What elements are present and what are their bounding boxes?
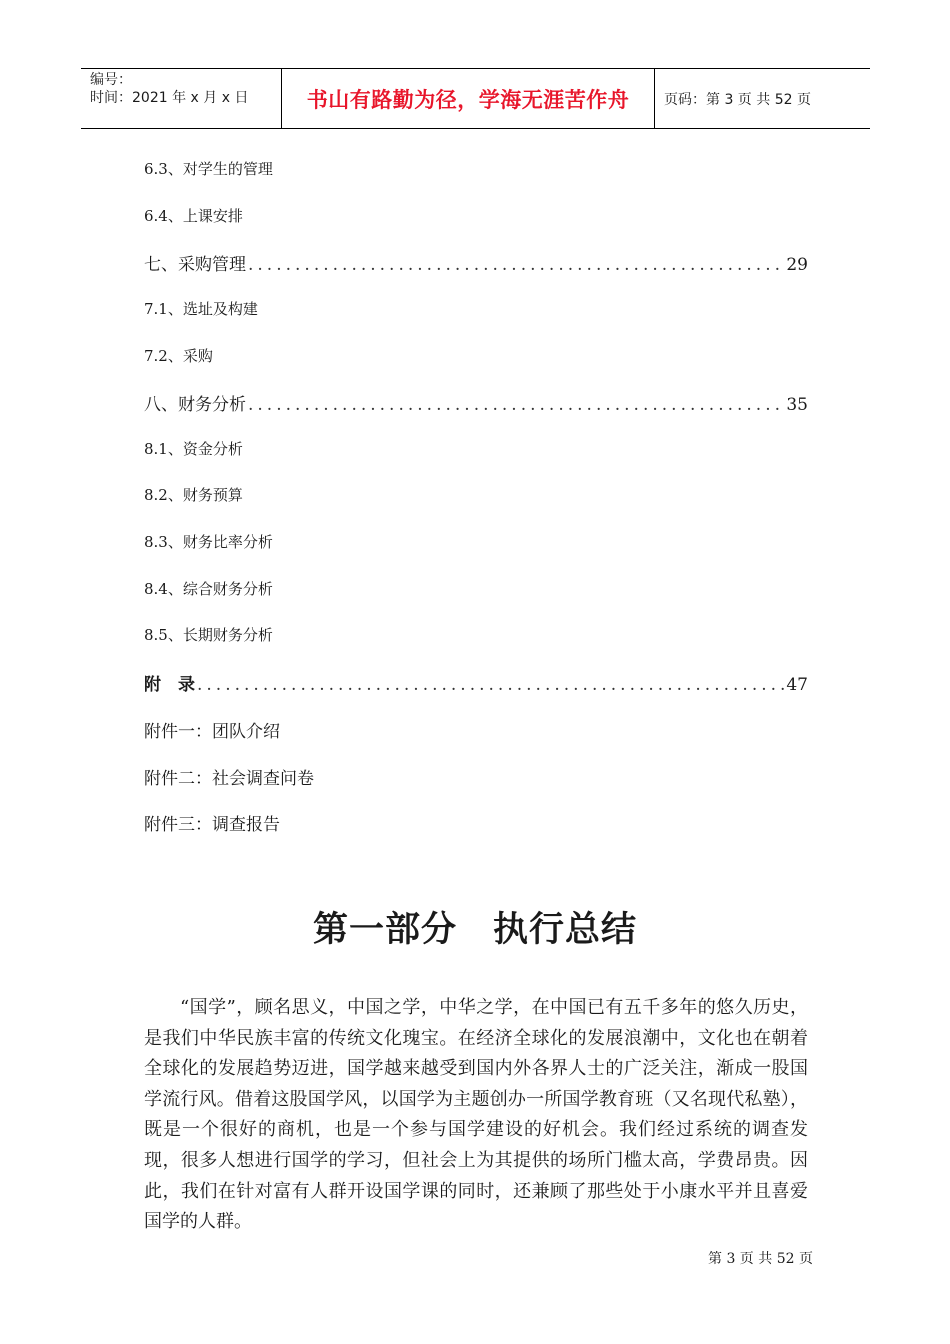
- header-meta: [81, 69, 282, 128]
- toc-item[interactable]: 6.4、上课安排: [144, 207, 243, 225]
- toc-appendix[interactable]: [144, 670, 808, 695]
- toc-item[interactable]: 8.2、财务预算: [144, 486, 243, 504]
- header-page-info: 页码：第 3 页 共 52 页: [664, 91, 811, 108]
- toc-page-number: 29: [786, 255, 808, 275]
- toc-item[interactable]: 附件三：调查报告: [144, 815, 280, 835]
- part-title: 第一部分 执行总结: [312, 910, 637, 950]
- toc-chapter-label: 七、采购管理: [144, 255, 246, 275]
- toc-item[interactable]: 8.4、综合财务分析: [144, 580, 273, 598]
- header-motto: 书山有路勤为径，学海无涯苦作舟: [282, 69, 655, 128]
- toc-page-number: 35: [786, 395, 808, 415]
- page-header: [81, 68, 870, 129]
- toc-item[interactable]: 附件一：团队介绍: [144, 722, 280, 742]
- toc-chapter-7[interactable]: [144, 250, 808, 275]
- header-time-label: 时间：2021 年 x 月 x 日: [90, 90, 249, 106]
- toc-item[interactable]: 7.2、采购: [144, 347, 213, 365]
- toc-item[interactable]: 7.1、选址及构建: [144, 300, 258, 318]
- page-footer: 第 3 页 共 52 页: [708, 1251, 813, 1267]
- summary-paragraph: “国学”，顾名思义，中国之学，中华之学，在中国已有五千多年的悠久历史，是我们中华民族丰富的传统文化瑰宝。在经济全球化的发展浪潮中，文化也在朝着全球化的发展趋势迈进，国学越来越受到国内外各界人士的广泛关注，渐成一股国学流行风。借着这股国学风，以国学为主题创办一所国学教育班（又名现代私塾），既是一个很好的商机，也是一个参与国学建设的好机会。我们经过系统的调查发现，很多人想进行国学的学习，但社会上为其提供的场所门槛太高，学费昂贵。因此，我们在针对富有人群开设国学课的同时，还兼顾了那些处于小康水平并且喜爱国学的人群。: [144, 997, 808, 1233]
- toc-item[interactable]: 8.1、资金分析: [144, 440, 243, 458]
- toc-chapter-8[interactable]: [144, 390, 808, 415]
- toc-item[interactable]: 8.5、长期财务分析: [144, 626, 273, 644]
- toc-item[interactable]: 附件二：社会调查问卷: [144, 769, 314, 789]
- toc-leader-dots: [197, 675, 784, 695]
- toc-leader-dots: [248, 255, 784, 275]
- toc-item[interactable]: 6.3、对学生的管理: [144, 160, 273, 178]
- toc-page-number: 47: [786, 675, 808, 695]
- toc-chapter-label: 附 录: [144, 675, 195, 695]
- toc-chapter-label: 八、财务分析: [144, 395, 246, 415]
- toc-leader-dots: [248, 395, 784, 415]
- toc-item[interactable]: 8.3、财务比率分析: [144, 533, 273, 551]
- header-number-label: 编号：: [90, 72, 132, 88]
